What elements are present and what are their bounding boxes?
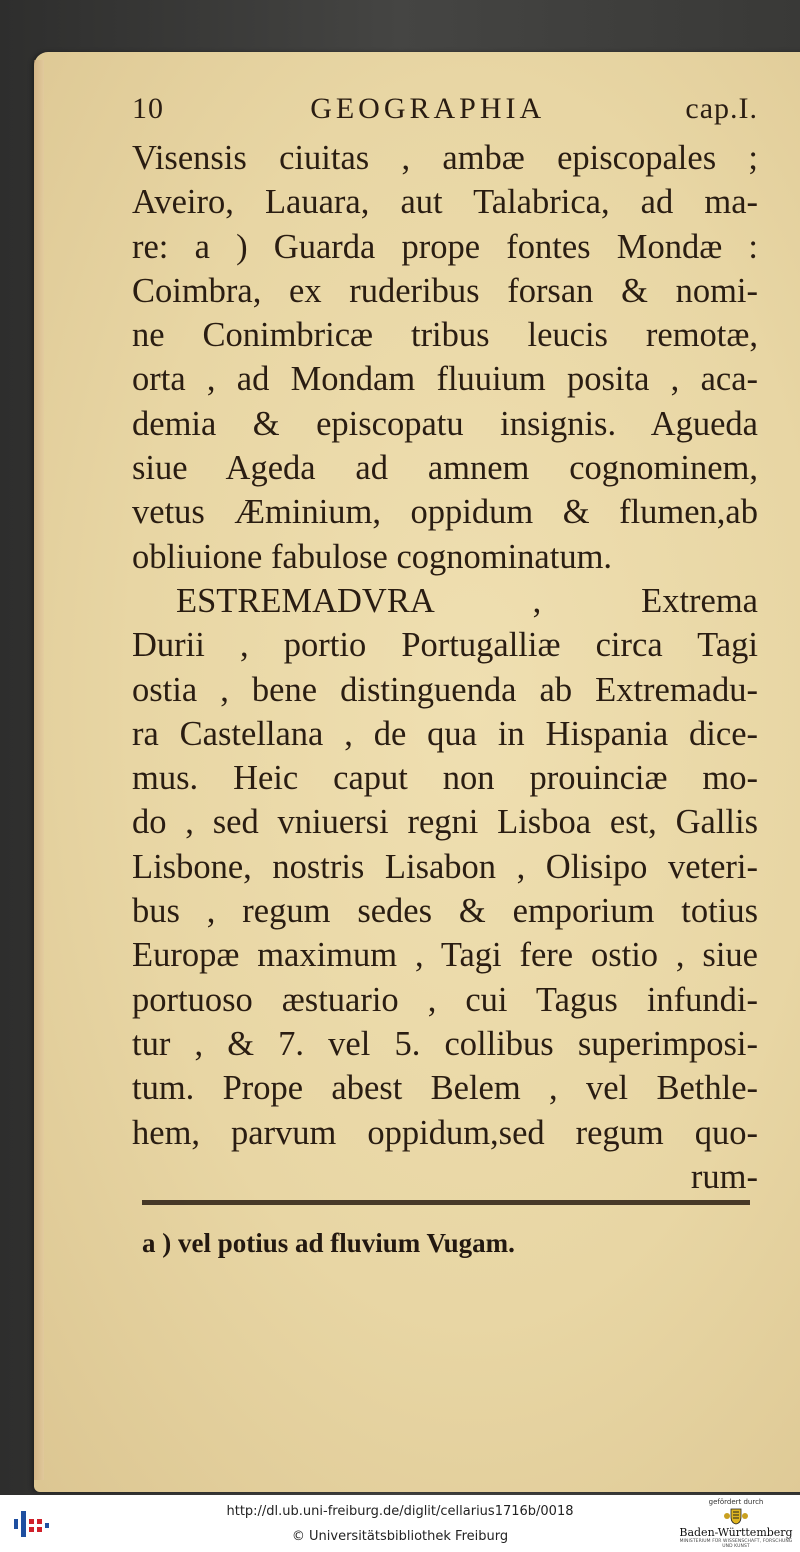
text-line: ESTREMADVRA , Extrema xyxy=(176,581,758,620)
running-title: GEOGRAPHIA xyxy=(310,92,546,125)
permalink-url[interactable]: http://dl.ub.uni-freiburg.de/diglit/cellarius1716b/0018 xyxy=(226,1504,574,1519)
viewer-footer xyxy=(0,1495,800,1552)
footnote: a ) vel potius ad fluvium Vugam. xyxy=(142,1228,515,1258)
text-line: tur , & 7. vel 5. collibus superimposi- xyxy=(132,1024,758,1063)
text-line: Lisbone, nostris Lisabon , Olisipo veteri- xyxy=(132,847,758,886)
catchword: rum- xyxy=(690,1157,758,1196)
chapter-label: cap.I. xyxy=(685,92,758,125)
text-line: re: a ) Guarda prope fontes Mondæ : xyxy=(132,227,758,266)
text-line: Europæ maximum , Tagi fere ostio , siue xyxy=(132,936,758,975)
baden-wuerttemberg-crest-icon xyxy=(723,1507,749,1525)
copyright-notice: © Universitätsbibliothek Freiburg xyxy=(291,1529,509,1544)
text-line: mus. Heic caput non prouinciæ mo- xyxy=(132,759,758,798)
text-line: vetus Æminium, oppidum & flumen,ab xyxy=(132,493,758,532)
sponsor-block xyxy=(676,1498,796,1550)
text-line: ra Castellana , de qua in Hispania dice- xyxy=(132,714,758,753)
text-line: ostia , bene distinguenda ab Extremadu- xyxy=(132,670,758,709)
sponsor-label: gefördert durch xyxy=(708,1498,764,1506)
text-line: hem, parvum oppidum,sed regum quo- xyxy=(132,1113,758,1152)
text-line: portuoso æstuario , cui Tagus infundi- xyxy=(132,980,758,1019)
running-header xyxy=(132,92,758,136)
page-number: 10 xyxy=(132,92,164,125)
text-line: Visensis ciuitas , ambæ episcopales ; xyxy=(132,139,758,177)
page-text xyxy=(132,92,758,1199)
text-line: Durii , portio Portugalliæ circa Tagi xyxy=(132,626,758,665)
text-line: obliuione fabulose cognominatum. xyxy=(132,537,613,576)
text-line: orta , ad Mondam fluuium posita , aca- xyxy=(132,360,758,399)
text-line: do , sed vniuersi regni Lisboa est, Gallis xyxy=(132,803,758,842)
page-edge xyxy=(34,60,44,1480)
text-line: siue Ageda ad amnem cognominem, xyxy=(132,449,758,488)
text-line: Coimbra, ex ruderibus forsan & nomi- xyxy=(132,271,758,310)
sponsor-ministry: MINISTERIUM FÜR WISSENSCHAFT, FORSCHUNG UND KUNST xyxy=(679,1539,793,1549)
text-line: ne Conimbricæ tribus leucis remotæ, xyxy=(132,316,758,355)
text-line: tum. Prope abest Belem , vel Bethle- xyxy=(132,1069,758,1108)
sponsor-name: Baden-Württemberg xyxy=(679,1526,793,1539)
text-line: demia & episcopatu insignis. Agueda xyxy=(132,404,758,443)
footnote-rule xyxy=(142,1200,750,1205)
text-line: bus , regum sedes & emporium totius xyxy=(132,892,758,931)
text-line: Aveiro, Lauara, aut Talabrica, ad ma- xyxy=(132,183,758,222)
